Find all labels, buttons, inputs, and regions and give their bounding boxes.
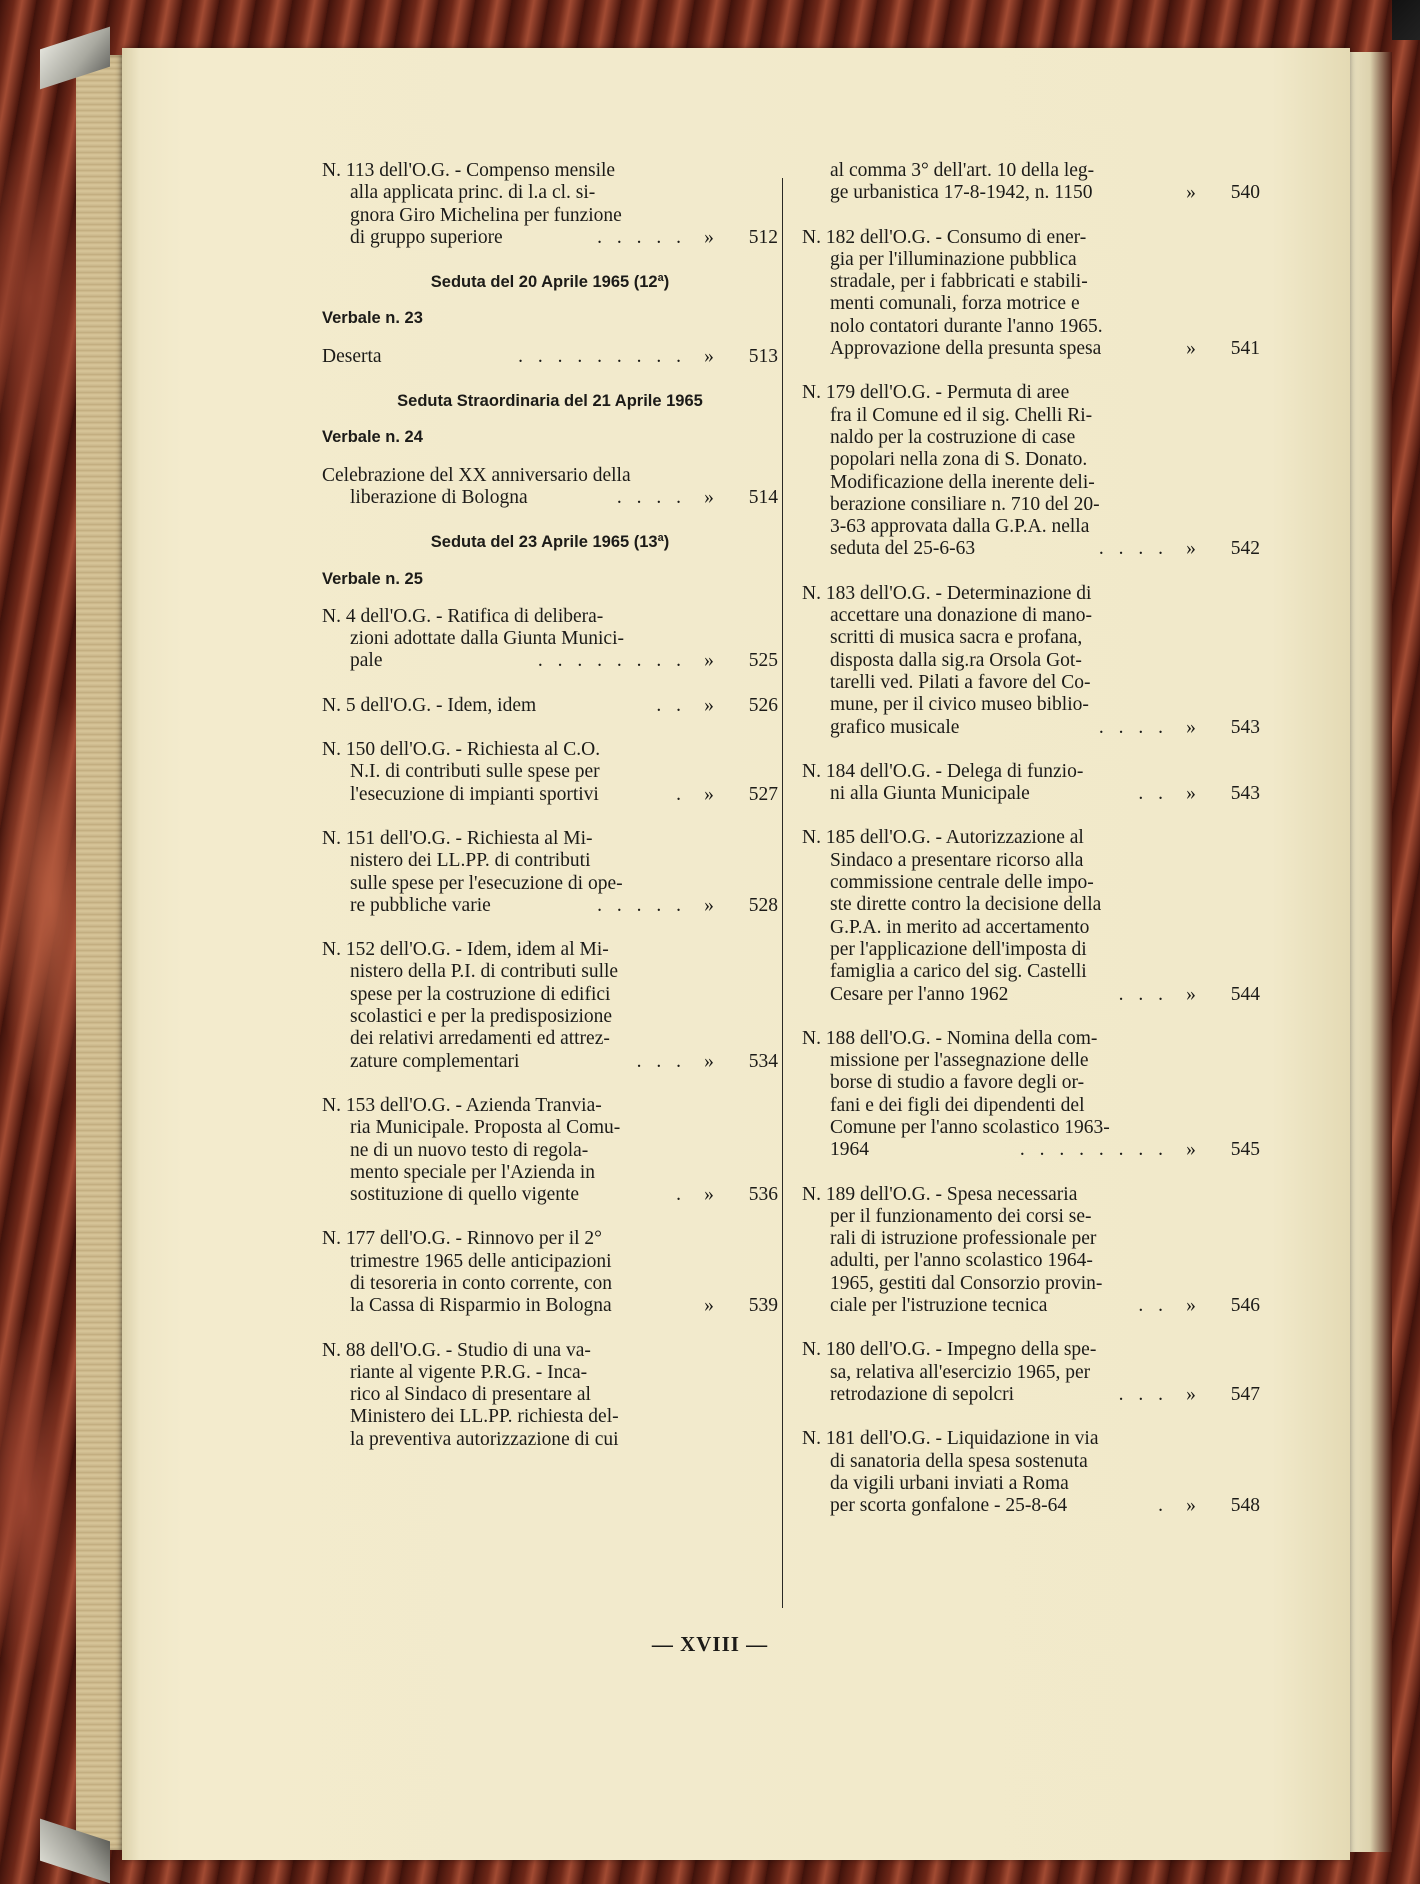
leader-dots: . . .	[1118, 983, 1168, 1005]
entry-line: N. 185 dell'O.G. - Autorizzazione al	[802, 827, 1084, 849]
entry-line: N. 151 dell'O.G. - Richiesta al Mi-	[322, 827, 593, 849]
entry-line: N. 189 dell'O.G. - Spesa necessaria	[802, 1183, 1078, 1205]
entry-line: popolari nella zona di S. Donato.	[830, 449, 1088, 471]
entry-text: liberazione di Bologna	[350, 486, 528, 508]
index-entry	[322, 695, 778, 717]
entry-line: alla applicata princ. di l.a cl. si-	[350, 182, 596, 204]
entry-last-line	[802, 338, 1260, 360]
entry-line: gia per l'illuminazione pubblica	[830, 248, 1077, 270]
binding-spine	[76, 55, 124, 1850]
entry-line: fani e dei figli dei dipendenti del	[830, 1094, 1085, 1116]
page-ref: 512	[748, 226, 778, 248]
leader-dots: .	[676, 1184, 686, 1206]
entry-last-line	[322, 695, 778, 717]
entry-line: stradale, per i fabbricati e stabili-	[830, 271, 1088, 293]
entry-line: di sanatoria della spesa sostenuta	[830, 1450, 1088, 1472]
ditto-mark: »	[1186, 1139, 1196, 1161]
entry-text: ciale per l'istruzione tecnica	[830, 1295, 1048, 1317]
entry-line: borse di studio a favore degli or-	[830, 1072, 1085, 1094]
entry-text: pale	[350, 650, 383, 672]
leader-dots: .	[1158, 1495, 1168, 1517]
ditto-mark: »	[1186, 182, 1196, 204]
page-ref: 546	[1230, 1295, 1260, 1317]
entry-line: da vigili urbani inviati a Roma	[830, 1472, 1069, 1494]
entry-line: N. 179 dell'O.G. - Permuta di aree	[802, 382, 1070, 404]
index-entry	[802, 761, 1260, 806]
entry-line: ria Municipale. Proposta al Comu-	[350, 1117, 621, 1139]
entry-last-line	[802, 1295, 1260, 1317]
index-entry	[802, 1028, 1260, 1162]
entry-last-line	[802, 984, 1260, 1006]
entry-line: G.P.A. in merito ad accertamento	[830, 916, 1090, 938]
entry-line: Ministero dei LL.PP. richiesta del-	[350, 1406, 619, 1428]
entry-line: missione per l'assegnazione delle	[830, 1050, 1089, 1072]
entry-last-line	[322, 1184, 778, 1206]
ditto-mark: »	[704, 694, 714, 716]
entry-line: 1965, gestiti dal Consorzio provin-	[830, 1272, 1103, 1294]
entry-line: menti comunali, forza motrice e	[830, 293, 1080, 315]
entry-line: per l'applicazione dell'imposta di	[830, 938, 1087, 960]
entry-last-line	[322, 227, 778, 249]
leader-dots: . . . .	[616, 486, 686, 508]
leader-dots: . . . . . . . . .	[518, 345, 686, 367]
entry-line: al comma 3° dell'art. 10 della leg-	[830, 160, 1095, 181]
leader-dots: . .	[1138, 1295, 1168, 1317]
entry-line: naldo per la costruzione di case	[830, 426, 1076, 448]
page-ref: 513	[748, 345, 778, 367]
ditto-mark: »	[704, 783, 714, 805]
entry-last-line	[322, 784, 778, 806]
index-entry	[322, 739, 778, 806]
leader-dots: . . .	[1118, 1383, 1168, 1405]
index-entry	[802, 227, 1260, 361]
entry-line: disposta dalla sig.ra Orsola Got-	[830, 649, 1082, 671]
column-divider	[782, 178, 783, 1608]
page-ref: 547	[1230, 1383, 1260, 1405]
entry-line: tarelli ved. Pilati a favore del Co-	[830, 671, 1091, 693]
verbale-label: Verbale n. 25	[322, 569, 423, 588]
ditto-mark: »	[1186, 983, 1196, 1005]
entry-text: zature complementari	[350, 1050, 520, 1072]
entry-last-line	[802, 1139, 1260, 1161]
page-ref: 527	[748, 783, 778, 805]
ditto-mark: »	[704, 345, 714, 367]
ditto-mark: »	[704, 1050, 714, 1072]
leader-dots: . . . . .	[597, 226, 686, 248]
entry-line: Celebrazione del XX anniversario della	[322, 464, 631, 486]
scan-corner	[1392, 0, 1420, 40]
entry-line: riante al vigente P.R.G. - Inca-	[350, 1361, 588, 1383]
entry-line: N. 184 dell'O.G. - Delega di funzio-	[802, 760, 1084, 782]
ditto-mark: »	[1186, 783, 1196, 805]
entry-last-line	[802, 1384, 1260, 1406]
session-heading: Seduta del 23 Aprile 1965 (13ª)	[430, 533, 670, 552]
entry-line: accettare una donazione di mano-	[830, 605, 1093, 627]
entry-line: gnora Giro Michelina per funzione	[350, 204, 622, 226]
index-entry	[802, 1428, 1260, 1517]
page-ref: 536	[748, 1184, 778, 1206]
entry-line: N. 150 dell'O.G. - Richiesta al C.O.	[322, 739, 601, 761]
entry-text: di gruppo superiore	[350, 226, 503, 248]
entry-line: N. 4 dell'O.G. - Ratifica di delibera-	[322, 605, 604, 627]
index-entry	[322, 828, 778, 917]
entry-text: Cesare per l'anno 1962	[830, 983, 1009, 1005]
index-column-right	[802, 160, 1260, 1539]
page-number: — XVIII —	[651, 1632, 769, 1656]
entry-text: ge urbanistica 17-8-1942, n. 1150	[830, 182, 1093, 204]
entry-line: nistero dei LL.PP. di contributi	[350, 850, 591, 872]
page-ref: 541	[1230, 338, 1260, 360]
index-entry	[802, 382, 1260, 560]
entry-text: N. 5 dell'O.G. - Idem, idem	[322, 694, 537, 716]
entry-text: per scorta gonfalone - 25-8-64	[830, 1495, 1068, 1517]
entry-line: N. 180 dell'O.G. - Impegno della spe-	[802, 1339, 1097, 1361]
entry-text: sostituzione di quello vigente	[350, 1184, 580, 1206]
entry-last-line	[322, 346, 778, 368]
page-ref: 528	[748, 894, 778, 916]
leader-dots: .	[676, 783, 686, 805]
entry-text: Approvazione della presunta spesa	[830, 338, 1102, 360]
index-entry	[802, 583, 1260, 739]
entry-line: ne di un nuovo testo di regola-	[350, 1139, 589, 1161]
ditto-mark: »	[1186, 716, 1196, 738]
entry-text: Deserta	[322, 345, 382, 367]
entry-line: 3-63 approvata dalla G.P.A. nella	[830, 516, 1090, 538]
entry-last-line	[322, 895, 778, 917]
leader-dots: . . . . .	[597, 894, 686, 916]
entry-line: nistero della P.I. di contributi sulle	[350, 961, 619, 983]
index-column-left	[322, 160, 778, 1473]
entry-line: Sindaco a presentare ricorso alla	[830, 849, 1084, 871]
entry-text: ni alla Giunta Municipale	[830, 783, 1030, 805]
page-ref: 539	[748, 1295, 778, 1317]
page-ref: 525	[748, 650, 778, 672]
index-entry	[802, 827, 1260, 1005]
entry-last-line	[802, 783, 1260, 805]
entry-line: Modificazione della inerente deli-	[830, 471, 1095, 493]
ditto-mark: »	[704, 1295, 714, 1317]
index-entry	[802, 160, 1260, 205]
entry-line: N. 177 dell'O.G. - Rinnovo per il 2°	[322, 1228, 602, 1250]
entry-line: spese per la costruzione di edifici	[350, 983, 611, 1005]
entry-line: zioni adottate dalla Giunta Munici-	[350, 628, 624, 650]
ditto-mark: »	[704, 894, 714, 916]
ditto-mark: »	[1186, 338, 1196, 360]
entry-last-line	[802, 717, 1260, 739]
entry-last-line	[322, 487, 778, 509]
page-ref: 545	[1230, 1139, 1260, 1161]
entry-last-line	[322, 1051, 778, 1073]
entry-last-line	[322, 1295, 778, 1317]
entry-text: seduta del 25-6-63	[830, 538, 976, 560]
ditto-mark: »	[1186, 1295, 1196, 1317]
verbale-label: Verbale n. 24	[322, 428, 423, 447]
entry-line: sa, relativa all'esercizio 1965, per	[830, 1361, 1091, 1383]
entry-last-line	[802, 1495, 1260, 1517]
entry-line: per il funzionamento dei corsi se-	[830, 1205, 1092, 1227]
entry-last-line	[802, 538, 1260, 560]
entry-last-line	[322, 650, 778, 672]
leader-dots: . . . .	[1098, 716, 1168, 738]
ditto-mark: »	[1186, 1495, 1196, 1517]
leader-dots: . .	[656, 694, 686, 716]
entry-line: famiglia a carico del sig. Castelli	[830, 961, 1087, 983]
index-entry	[322, 606, 778, 673]
page-ref: 540	[1230, 182, 1260, 204]
index-entry	[322, 346, 778, 368]
entry-line: scritti di musica sacra e profana,	[830, 627, 1083, 649]
leader-dots: . . . . . . . .	[1019, 1139, 1168, 1161]
entry-text: retrodazione di sepolcri	[830, 1383, 1015, 1405]
entry-line: mune, per il civico museo biblio-	[830, 694, 1089, 716]
entry-text: 1964	[830, 1139, 869, 1161]
entry-line: N. 181 dell'O.G. - Liquidazione in via	[802, 1428, 1099, 1450]
index-entry	[322, 465, 778, 510]
entry-line: fra il Comune ed il sig. Chelli Ri-	[830, 404, 1093, 426]
entry-line: di tesoreria in conto corrente, con	[350, 1272, 613, 1294]
entry-line: rico al Sindaco di presentare al	[350, 1384, 591, 1406]
page-ref: 543	[1230, 716, 1260, 738]
ditto-mark: »	[1186, 1383, 1196, 1405]
entry-line: rali di istruzione professionale per	[830, 1228, 1097, 1250]
page-ref: 534	[748, 1050, 778, 1072]
session-heading: Seduta del 20 Aprile 1965 (12ª)	[430, 273, 670, 292]
ditto-mark: »	[704, 1184, 714, 1206]
page-ref: 548	[1230, 1495, 1260, 1517]
page-ref: 543	[1230, 783, 1260, 805]
verbale-label: Verbale n. 23	[322, 309, 423, 328]
entry-text: l'esecuzione di impianti sportivi	[350, 783, 599, 805]
index-entry	[322, 1095, 778, 1206]
entry-line: berazione consiliare n. 710 del 20-	[830, 493, 1100, 515]
entry-line: dei relativi arredamenti ed attrez-	[350, 1028, 610, 1050]
entry-line: la preventiva autorizzazione di cui	[350, 1428, 619, 1450]
ditto-mark: »	[704, 226, 714, 248]
index-entry	[802, 1184, 1260, 1318]
entry-line: N. 188 dell'O.G. - Nomina della com-	[802, 1027, 1098, 1049]
leader-dots: . . .	[636, 1050, 686, 1072]
entry-text: re pubbliche varie	[350, 894, 491, 916]
leader-dots: . . . . . . . .	[537, 650, 686, 672]
ditto-mark: »	[1186, 538, 1196, 560]
entry-line: nolo contatori durante l'anno 1965.	[830, 315, 1103, 337]
entry-line: scolastici e per la predisposizione	[350, 1006, 613, 1028]
leader-dots: . . . .	[1098, 538, 1168, 560]
index-entry	[322, 1228, 778, 1317]
index-entry	[322, 160, 778, 249]
ditto-mark: »	[704, 486, 714, 508]
entry-line: sulle spese per l'esecuzione di ope-	[350, 872, 623, 894]
entry-line: adulti, per l'anno scolastico 1964-	[830, 1250, 1093, 1272]
entry-line: mento speciale per l'Azienda in	[350, 1161, 595, 1183]
entry-line: Comune per l'anno scolastico 1963-	[830, 1116, 1110, 1138]
page-ref: 544	[1230, 983, 1260, 1005]
entry-line: N. 152 dell'O.G. - Idem, idem al Mi-	[322, 939, 609, 961]
index-entry	[322, 939, 778, 1073]
entry-line: N.I. di contributi sulle spese per	[350, 761, 600, 783]
entry-text: grafico musicale	[830, 716, 960, 738]
entry-line: N. 113 dell'O.G. - Compenso mensile	[322, 160, 616, 181]
entry-line: N. 153 dell'O.G. - Azienda Tranvia-	[322, 1094, 602, 1116]
entry-line: trimestre 1965 delle anticipazioni	[350, 1250, 612, 1272]
entry-text: la Cassa di Risparmio in Bologna	[350, 1295, 612, 1317]
entry-line: ste dirette contro la decisione della	[830, 894, 1102, 916]
page-ref: 514	[748, 486, 778, 508]
session-heading: Seduta Straordinaria del 21 Aprile 1965	[397, 392, 703, 411]
page-ref: 526	[748, 694, 778, 716]
entry-line: N. 183 dell'O.G. - Determinazione di	[802, 582, 1092, 604]
entry-line: N. 88 dell'O.G. - Studio di una va-	[322, 1339, 591, 1361]
entry-line: N. 182 dell'O.G. - Consumo di ener-	[802, 226, 1087, 248]
index-entry	[322, 1340, 778, 1451]
entry-line: commissione centrale delle impo-	[830, 872, 1094, 894]
index-entry	[802, 1339, 1260, 1406]
page-ref: 542	[1230, 538, 1260, 560]
leader-dots: . .	[1138, 783, 1168, 805]
ditto-mark: »	[704, 650, 714, 672]
entry-last-line	[802, 182, 1260, 204]
